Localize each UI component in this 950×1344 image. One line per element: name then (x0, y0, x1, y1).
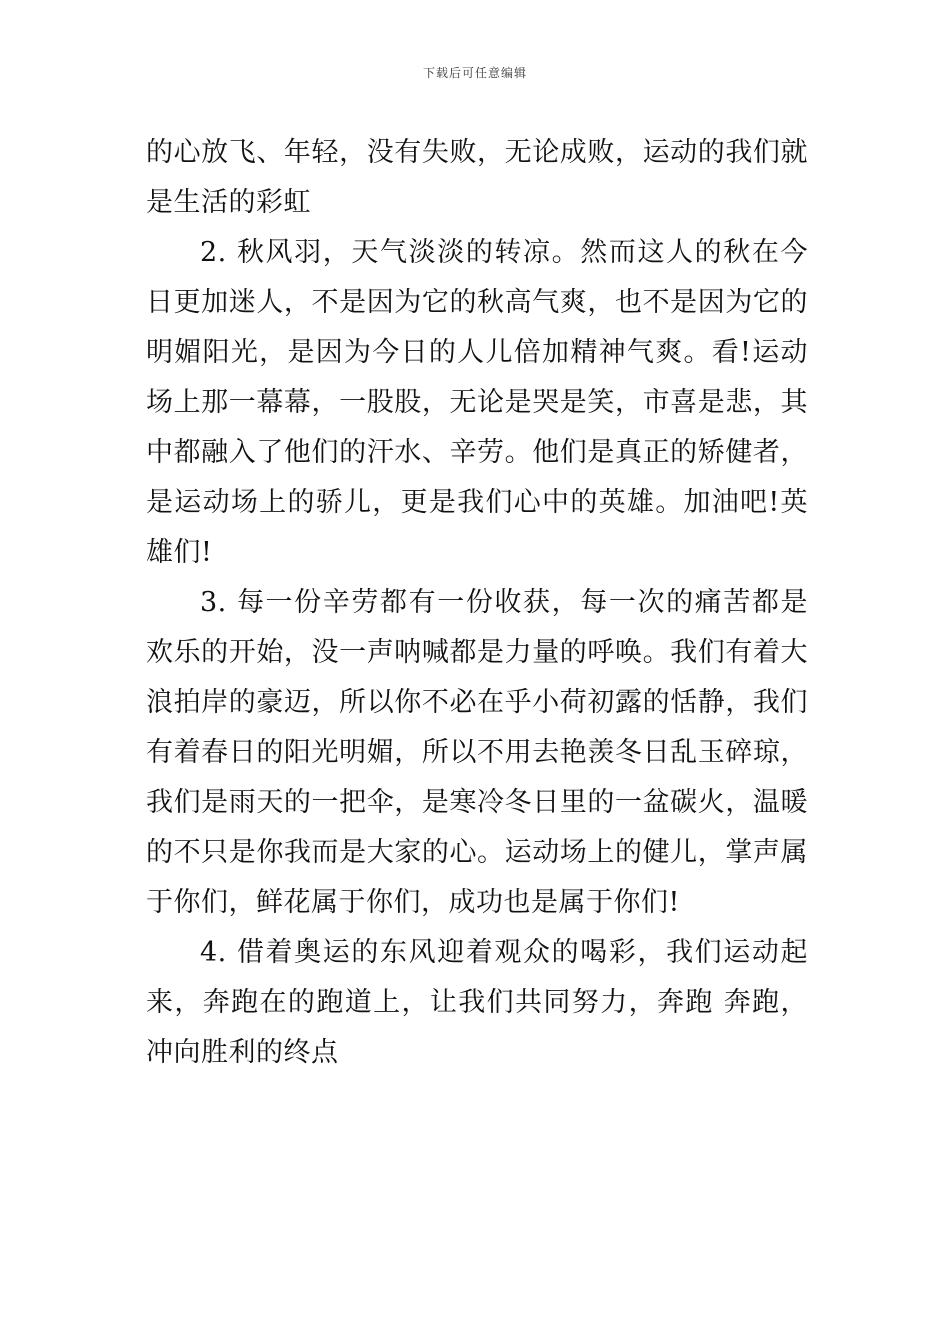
header-note: 下载后可任意编辑 (422, 66, 527, 80)
paragraph-item-4: 4. 借着奥运的东风迎着观众的喝彩，我们运动起来，奔跑在的跑道上，让我们共同努力，奔跑 奔跑，冲向胜利的终点 (146, 937, 808, 1068)
paragraph-item-3: 3. 每一份辛劳都有一份收获，每一次的痛苦都是欢乐的开始，没一声呐喊都是力量的呼唤。我们有着大浪拍岸的豪迈，所以你不必在乎小荷初露的恬静，我们有着春日的阳光明媚，所以不用去艳羡冬日乱玉碎琼，我们是雨天的一把伞，是寒冷冬日里的一盆碳火，温暖的不只是你我而是大家的心。运动场上的健儿，掌声属于你们，鲜花属于你们，成功也是属于你们! (146, 587, 808, 918)
paragraph-item-2: 2. 秋风羽，天气淡淡的转凉。然而这人的秋在今日更加迷人，不是因为它的秋高气爽，也不是因为它的明媚阳光，是因为今日的人儿倍加精神气爽。看!运动场上那一幕幕，一股股，无论是哭是笑，市喜是悲，其中都融入了他们的汗水、辛劳。他们是真正的矫健者，是运动场上的骄儿，更是我们心中的英雄。加油吧!英雄们! (146, 237, 808, 568)
paragraph-continuation: 的心放飞、年轻，没有失败，无论成败，运动的我们就是生活的彩虹 (146, 137, 808, 218)
document-body (146, 128, 808, 1078)
